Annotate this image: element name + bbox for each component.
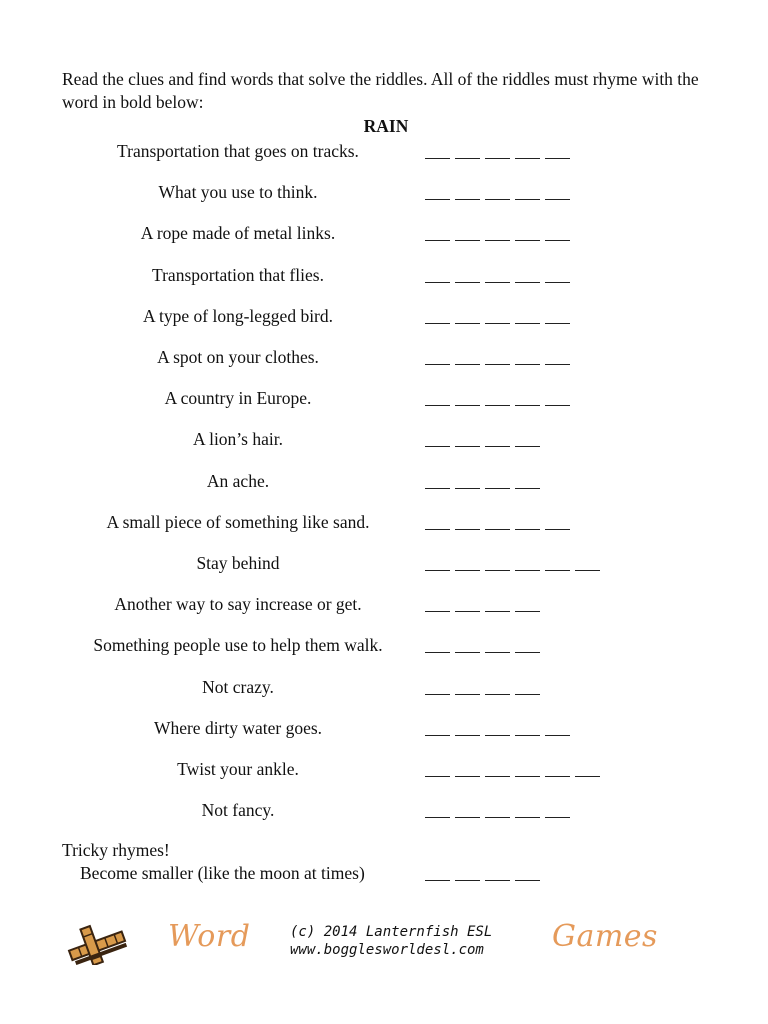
letter-blank[interactable] xyxy=(425,387,450,406)
letter-blank[interactable] xyxy=(425,676,450,695)
letter-blank[interactable] xyxy=(455,552,480,571)
letter-blank[interactable] xyxy=(455,264,480,283)
letter-blank[interactable] xyxy=(515,634,540,653)
riddle-clue: A rope made of metal links. xyxy=(140,223,336,243)
footer xyxy=(0,915,768,975)
letter-blank[interactable] xyxy=(515,511,540,530)
letter-blank[interactable] xyxy=(485,181,510,200)
letter-blank[interactable] xyxy=(545,222,570,241)
letter-blank[interactable] xyxy=(425,346,450,365)
answer-blanks xyxy=(425,799,570,821)
letter-blank[interactable] xyxy=(455,140,480,159)
riddle-clue: Transportation that flies. xyxy=(152,265,324,285)
letter-blank[interactable] xyxy=(485,593,510,612)
letter-blank[interactable] xyxy=(425,593,450,612)
letter-blank[interactable] xyxy=(425,634,450,653)
letter-blank[interactable] xyxy=(485,470,510,489)
letter-blank[interactable] xyxy=(485,264,510,283)
letter-blank[interactable] xyxy=(425,511,450,530)
tricky-clue: Become smaller (like the moon at times) xyxy=(80,863,365,883)
letter-blank[interactable] xyxy=(485,634,510,653)
letter-blank[interactable] xyxy=(515,264,540,283)
letter-blank[interactable] xyxy=(425,181,450,200)
letter-blank[interactable] xyxy=(455,181,480,200)
letter-blank[interactable] xyxy=(515,676,540,695)
rhyme-keyword: RAIN xyxy=(363,116,409,136)
letter-blank[interactable] xyxy=(485,862,510,881)
letter-blank[interactable] xyxy=(485,676,510,695)
letter-blank[interactable] xyxy=(425,862,450,881)
letter-blank[interactable] xyxy=(485,758,510,777)
answer-blanks xyxy=(425,758,600,780)
letter-blank[interactable] xyxy=(545,181,570,200)
tricky-rhymes-heading: Tricky rhymes! xyxy=(62,840,170,860)
letter-blank[interactable] xyxy=(485,552,510,571)
answer-blanks xyxy=(425,387,570,409)
answer-blanks xyxy=(425,428,540,450)
answer-blanks xyxy=(425,470,540,492)
riddle-clue: A country in Europe. xyxy=(164,388,312,408)
letter-blank[interactable] xyxy=(515,140,540,159)
answer-blanks xyxy=(425,717,570,739)
answer-blanks xyxy=(425,222,570,244)
crossword-tiles-icon xyxy=(64,921,128,970)
letter-blank[interactable] xyxy=(455,511,480,530)
letter-blank[interactable] xyxy=(455,593,480,612)
letter-blank[interactable] xyxy=(485,511,510,530)
letter-blank[interactable] xyxy=(485,346,510,365)
answer-blanks xyxy=(425,593,540,615)
footer-games-logo: Games xyxy=(552,919,658,954)
letter-blank[interactable] xyxy=(515,428,540,447)
riddle-clue: Not crazy. xyxy=(202,677,274,697)
letter-blank[interactable] xyxy=(485,305,510,324)
footer-word-logo: Word xyxy=(168,919,251,954)
letter-blank[interactable] xyxy=(515,758,540,777)
letter-blank[interactable] xyxy=(485,717,510,736)
answer-blanks xyxy=(425,634,540,656)
riddle-clue: A spot on your clothes. xyxy=(157,347,319,367)
letter-blank[interactable] xyxy=(425,717,450,736)
riddle-clue: Twist your ankle. xyxy=(177,759,299,779)
letter-blank[interactable] xyxy=(515,593,540,612)
letter-blank[interactable] xyxy=(545,387,570,406)
letter-blank[interactable] xyxy=(485,799,510,818)
letter-blank[interactable] xyxy=(425,305,450,324)
letter-blank[interactable] xyxy=(545,511,570,530)
letter-blank[interactable] xyxy=(575,758,600,777)
answer-blanks xyxy=(425,264,570,286)
letter-blank[interactable] xyxy=(485,387,510,406)
riddle-clue: A lion’s hair. xyxy=(193,429,283,449)
riddle-clue: An ache. xyxy=(206,471,270,491)
tricky-answer-blanks xyxy=(425,862,540,884)
letter-blank[interactable] xyxy=(515,552,540,571)
riddle-clue: A small piece of something like sand. xyxy=(106,512,370,532)
letter-blank[interactable] xyxy=(455,387,480,406)
letter-blank[interactable] xyxy=(425,222,450,241)
letter-blank[interactable] xyxy=(545,346,570,365)
letter-blank[interactable] xyxy=(485,140,510,159)
letter-blank[interactable] xyxy=(515,305,540,324)
letter-blank[interactable] xyxy=(545,140,570,159)
letter-blank[interactable] xyxy=(545,552,570,571)
letter-blank[interactable] xyxy=(515,181,540,200)
letter-blank[interactable] xyxy=(425,428,450,447)
instructions: Read the clues and find words that solve the riddles. All of the riddles must rhyme with the word in bold below: xyxy=(62,69,699,112)
letter-blank[interactable] xyxy=(425,264,450,283)
letter-blank[interactable] xyxy=(545,264,570,283)
letter-blank[interactable] xyxy=(455,222,480,241)
letter-blank[interactable] xyxy=(545,758,570,777)
answer-blanks xyxy=(425,676,540,698)
letter-blank[interactable] xyxy=(515,222,540,241)
letter-blank[interactable] xyxy=(455,634,480,653)
letter-blank[interactable] xyxy=(575,552,600,571)
riddle-clue: Something people use to help them walk. xyxy=(93,635,383,655)
letter-blank[interactable] xyxy=(425,799,450,818)
letter-blank[interactable] xyxy=(455,717,480,736)
letter-blank[interactable] xyxy=(545,799,570,818)
riddle-clue: A type of long-legged bird. xyxy=(142,306,334,326)
answer-blanks xyxy=(425,552,600,574)
letter-blank[interactable] xyxy=(425,758,450,777)
letter-blank[interactable] xyxy=(425,470,450,489)
copyright-text: (c) 2014 Lanternfish ESL xyxy=(290,924,493,940)
letter-blank[interactable] xyxy=(455,305,480,324)
letter-blank[interactable] xyxy=(515,862,540,881)
answer-blanks xyxy=(425,305,570,327)
letter-blank[interactable] xyxy=(455,470,480,489)
website-link[interactable]: www.bogglesworldesl.com xyxy=(290,942,484,958)
riddle-clue: What you use to think. xyxy=(158,182,318,202)
answer-blanks xyxy=(425,140,570,162)
letter-blank[interactable] xyxy=(515,717,540,736)
answer-blanks xyxy=(425,181,570,203)
letter-blank[interactable] xyxy=(485,428,510,447)
letter-blank[interactable] xyxy=(455,862,480,881)
letter-blank[interactable] xyxy=(515,799,540,818)
riddle-clue: Another way to say increase or get. xyxy=(114,594,362,614)
letter-blank[interactable] xyxy=(515,346,540,365)
letter-blank[interactable] xyxy=(425,140,450,159)
letter-blank[interactable] xyxy=(455,799,480,818)
answer-blanks xyxy=(425,346,570,368)
riddle-clue: Where dirty water goes. xyxy=(153,718,323,738)
letter-blank[interactable] xyxy=(485,222,510,241)
letter-blank[interactable] xyxy=(455,676,480,695)
letter-blank[interactable] xyxy=(455,758,480,777)
letter-blank[interactable] xyxy=(545,305,570,324)
riddle-clue: Not fancy. xyxy=(201,800,275,820)
letter-blank[interactable] xyxy=(455,346,480,365)
letter-blank[interactable] xyxy=(455,428,480,447)
riddle-clue: Stay behind xyxy=(196,553,280,573)
riddle-clue: Transportation that goes on tracks. xyxy=(117,141,359,161)
letter-blank[interactable] xyxy=(545,717,570,736)
letter-blank[interactable] xyxy=(515,470,540,489)
footer-credit xyxy=(290,923,492,959)
answer-blanks xyxy=(425,511,570,533)
letter-blank[interactable] xyxy=(515,387,540,406)
letter-blank[interactable] xyxy=(425,552,450,571)
